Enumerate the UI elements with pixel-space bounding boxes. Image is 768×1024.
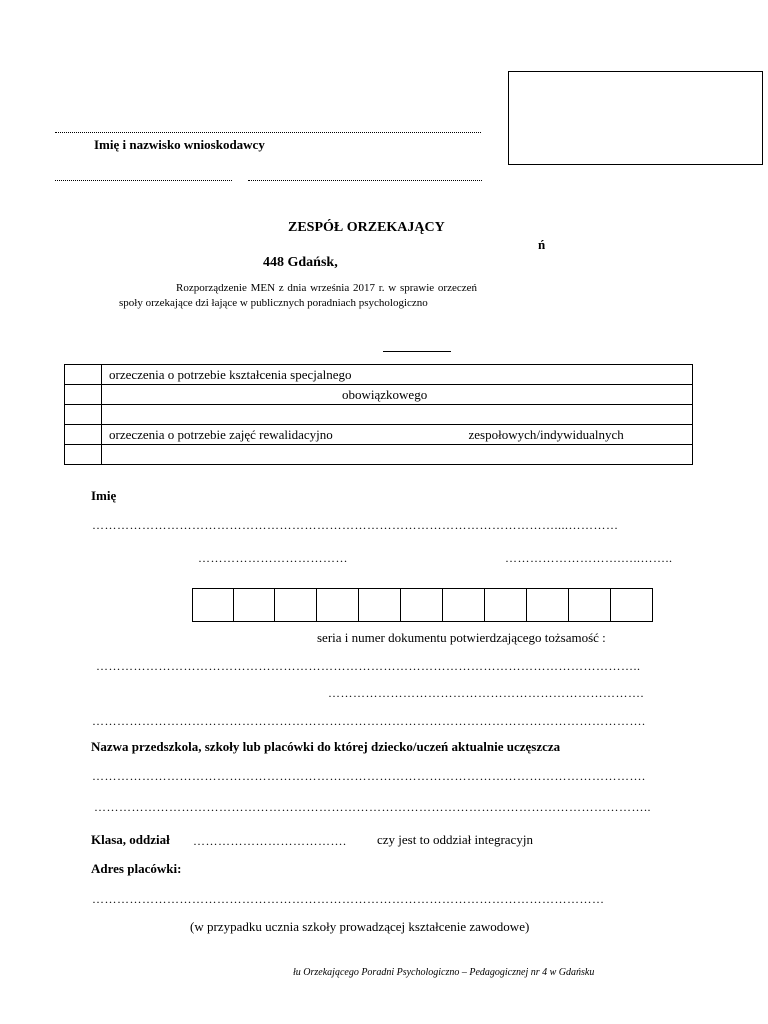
- birth-date-dots[interactable]: ………………………………: [198, 551, 348, 565]
- table-cell-text: orzeczenia o potrzebie zajęć rewalidacyjno: [109, 426, 333, 442]
- legal-basis-line-2: społy orzekające dzi łające w publicznych poradniach psychologiczno: [119, 297, 428, 309]
- checkbox-cell[interactable]: [65, 445, 102, 465]
- child-name-dots[interactable]: …………………………………………………………………………………………………....…………: [92, 518, 619, 532]
- residence-dots-2[interactable]: …………………………………………………………………………………………………………………….: [92, 714, 646, 728]
- table-row: [65, 365, 693, 385]
- table-row: [65, 445, 693, 465]
- id-document-dots[interactable]: …………………………………………………………………………………………………………………..: [96, 659, 641, 673]
- class-label: Klasa, oddział: [91, 832, 170, 847]
- pesel-cell[interactable]: [611, 589, 653, 621]
- school-name-dots[interactable]: …………………………………………………………………………………………………………………….: [92, 769, 646, 783]
- short-underline: [383, 351, 451, 352]
- school-name-dots-2[interactable]: ……………………………………………………………………………………………………………………..: [94, 800, 651, 814]
- table-row: [65, 385, 693, 405]
- pesel-cell[interactable]: [569, 589, 611, 621]
- pesel-cell[interactable]: [401, 589, 443, 621]
- table-cell-text-right: zespołowych/indywidualnych: [468, 426, 624, 442]
- applicant-dotted-line[interactable]: [55, 132, 481, 133]
- school-address-label: Adres placówki:: [91, 861, 182, 876]
- orzeczenia-table: [64, 364, 693, 465]
- pesel-cell[interactable]: [359, 589, 401, 621]
- table-cell: orzeczenia o potrzebie kształcenia specjalnego: [102, 365, 693, 385]
- page-title: ZESPÓŁ ORZEKAJĄCY: [288, 220, 445, 235]
- title-fragment: ń: [538, 237, 546, 252]
- school-name-label: Nazwa przedszkola, szkoły lub placówki do której dziecko/uczeń aktualnie uczęszcza: [91, 739, 561, 754]
- pesel-grid: [192, 588, 653, 622]
- table-row: [65, 405, 693, 425]
- pesel-cell[interactable]: [527, 589, 569, 621]
- id-document-label: seria i numer dokumentu potwierdzającego tożsamość :: [317, 630, 606, 645]
- pesel-cell[interactable]: [275, 589, 317, 621]
- legal-basis-line-1: Rozporządzenie MEN z dnia września 2017 r. w sprawie orzeczeń: [176, 282, 477, 294]
- pesel-cell[interactable]: [193, 589, 234, 621]
- school-address-dots[interactable]: ……………………………………………………………………………………………………………: [92, 892, 605, 906]
- table-cell: [102, 425, 693, 445]
- pesel-cell[interactable]: [443, 589, 485, 621]
- title-address: 448 Gdańsk,: [263, 255, 338, 270]
- applicant-label: Imię i nazwisko wnioskodawcy: [94, 137, 265, 152]
- stamp-box: [508, 71, 763, 165]
- table-row: [65, 425, 693, 445]
- table-cell: [102, 405, 693, 425]
- integration-question: czy jest to oddział integracyjn: [377, 832, 533, 847]
- checkbox-cell[interactable]: [65, 405, 102, 425]
- checkbox-cell[interactable]: [65, 425, 102, 445]
- address-dotted-line-right[interactable]: [248, 180, 482, 181]
- pesel-cell[interactable]: [485, 589, 527, 621]
- table-cell-text: obowiązkowego: [342, 386, 428, 402]
- table-cell: [102, 385, 693, 405]
- table-cell: [102, 445, 693, 465]
- address-dotted-line-left[interactable]: [55, 180, 232, 181]
- class-dots[interactable]: ……………………………….: [193, 834, 347, 848]
- pesel-cell[interactable]: [317, 589, 359, 621]
- residence-dots[interactable]: ………………………………………………………………….: [328, 686, 644, 700]
- checkbox-cell[interactable]: [65, 365, 102, 385]
- child-name-label: Imię: [91, 488, 117, 503]
- vocational-note: (w przypadku ucznia szkoły prowadzącej kształcenie zawodowe): [190, 919, 530, 934]
- pesel-cell[interactable]: [234, 589, 275, 621]
- birth-place-dots[interactable]: ……………………….…..……..: [505, 551, 673, 565]
- footer-text: łu Orzekającego Poradni Psychologiczno – Pedagogicznej nr 4 w Gdańsku: [293, 967, 595, 978]
- checkbox-cell[interactable]: [65, 385, 102, 405]
